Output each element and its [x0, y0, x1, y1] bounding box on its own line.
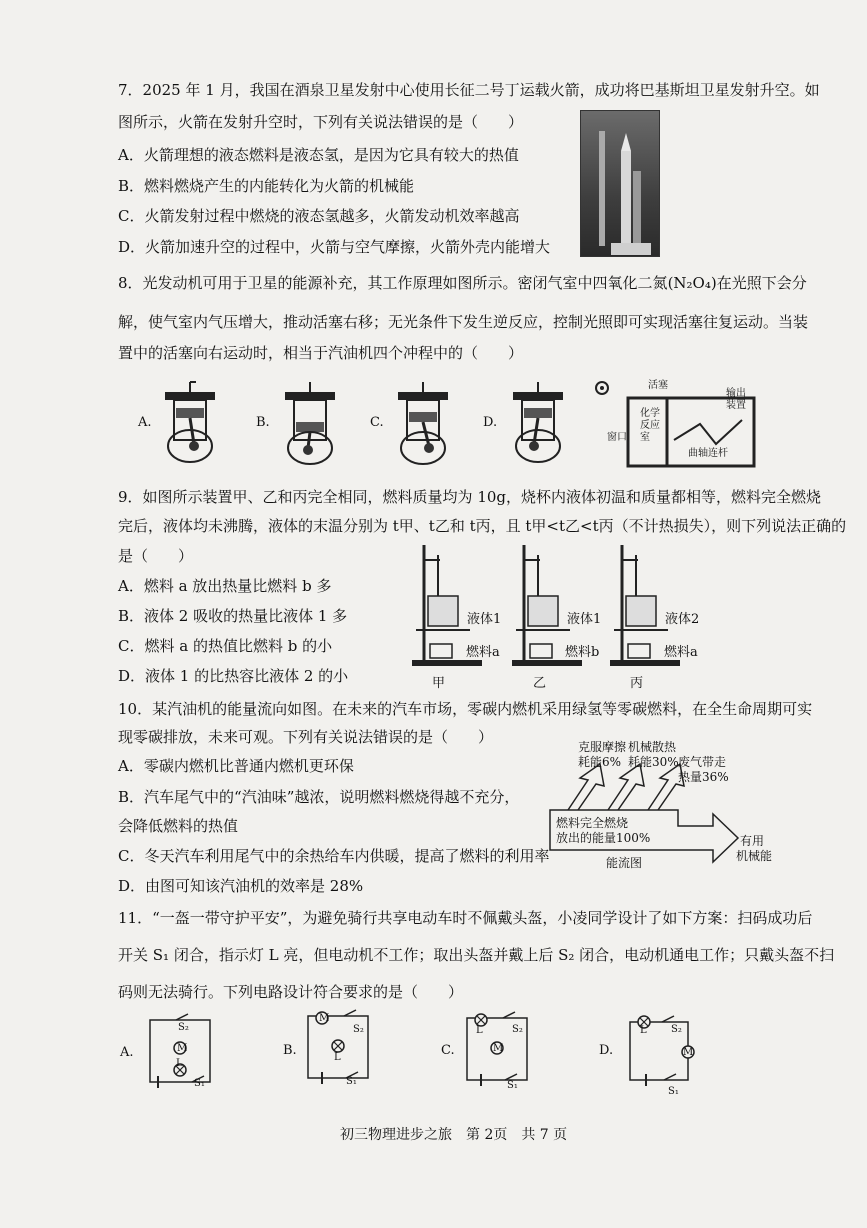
q8-choice-c: C.: [370, 415, 384, 430]
q8-line1: 8．光发动机可用于卫星的能源补充，其工作原理如图所示。密闭气室中四氧化二氮(N₂O₄)在光照下会分: [118, 274, 807, 292]
circuit-d-s1: S₁: [668, 1086, 679, 1097]
q11-choice-a: A.: [120, 1045, 134, 1060]
window-label: 窗口: [607, 432, 627, 443]
circuit-b-motor: M: [319, 1013, 330, 1024]
q10-option-c: C．冬天汽车利用尾气中的余热给车内供暖，提高了燃料的利用率: [118, 847, 550, 865]
setup-yi-name: 乙: [533, 676, 547, 691]
q9-option-a: A．燃料 a 放出热量比燃料 b 多: [118, 577, 332, 595]
q10-option-b: B．汽车尾气中的“汽油味”越浓，说明燃料燃烧得越不充分，: [118, 788, 520, 806]
q7-option-a: A．火箭理想的液态燃料是液态氢，是因为它具有较大的热值: [118, 146, 519, 164]
circuit-a-lamp: L: [176, 1058, 183, 1069]
flow-heat-title: 机械散热: [628, 740, 677, 754]
circuit-b-s1: S₁: [346, 1076, 357, 1087]
q11-line1: 11．“一盔一带守护平安”，为避免骑行共享电动车时不佩戴头盔，小凌同学设计了如下方案：扫码成功后: [118, 909, 813, 927]
q11-line2: 开关 S₁ 闭合，指示灯 L 亮，但电动机不工作；取出头盔并戴上后 S₂ 闭合，电动机通电工作；只戴头盔不扫: [118, 946, 835, 964]
q11-choice-b: B.: [283, 1043, 297, 1058]
page-footer: 初三物理进步之旅 第 2页 共 7 页: [340, 1127, 568, 1143]
chamber-label: 化学反应室: [640, 408, 660, 443]
circuit-c-lamp: L: [476, 1025, 483, 1036]
flow-friction-title: 克服摩擦: [578, 740, 627, 754]
q10-line2: 现零碳排放，未来可观。下列有关说法错误的是（ ）: [118, 728, 494, 746]
circuit-c-s2: S₂: [512, 1024, 523, 1035]
setup-bing-fuel: 燃料a: [664, 645, 698, 660]
circuit-d-motor: M: [683, 1047, 694, 1058]
circuit-d-lamp: L: [640, 1025, 647, 1036]
q8-line2: 解，使气室内气压增大，推动活塞右移；无光条件下发生逆反应，控制光照即可实现活塞往复运动。当装: [118, 313, 809, 331]
circuit-a-s2: S₂: [178, 1022, 189, 1033]
setup-jia-fuel: 燃料a: [466, 645, 500, 660]
circuit-c-s1: S₁: [507, 1080, 518, 1091]
flow-friction-value: 耗能6%: [578, 755, 622, 769]
q8-line3: 置中的活塞向右运动时，相当于汽油机四个冲程中的（ ）: [118, 344, 524, 362]
setup-bing-liquid: 液体2: [665, 612, 700, 627]
q7-line1: 7．2025 年 1 月，我国在酒泉卫星发射中心使用长征二号丁运载火箭，成功将巴基斯坦卫星发射升空。如: [118, 81, 820, 99]
q7-line2: 图所示，火箭在发射升空时，下列有关说法错误的是（ ）: [118, 113, 524, 131]
q11-line3: 码则无法骑行。下列电路设计符合要求的是（ ）: [118, 983, 464, 1001]
q7-option-d: D．火箭加速升空的过程中，火箭与空气摩擦，火箭外壳内能增大: [118, 238, 551, 256]
q10-line1: 10．某汽油机的能量流向如图。在未来的汽车市场，零碳内燃机采用绿氢等零碳燃料，在全生命周期可实: [118, 700, 813, 718]
q9-line2: 完后，液体均未沸腾，液体的末温分别为 t甲、t乙和 t丙，且 t甲<t乙<t丙（不计热损失），则下列说法正确的: [118, 517, 847, 535]
setup-yi-fuel: 燃料b: [565, 645, 600, 660]
flow-caption: 能流图: [606, 856, 643, 870]
circuit-a-s1: S₁: [194, 1078, 205, 1089]
q9-option-c: C．燃料 a 的热值比燃料 b 的小: [118, 637, 333, 655]
flow-input-value: 放出的能量100%: [556, 831, 651, 845]
flow-useful-title: 有用: [740, 834, 765, 848]
rocket-launch-photo: [580, 110, 660, 257]
q9-line3: 是（ ）: [118, 547, 194, 565]
engine-stroke-b-diagram: [280, 378, 340, 466]
q9-option-b: B．液体 2 吸收的热量比液体 1 多: [118, 607, 348, 625]
q7-option-b: B．燃料燃烧产生的内能转化为火箭的机械能: [118, 177, 415, 195]
circuit-d-s2: S₂: [671, 1024, 682, 1035]
energy-flow-diagram: [548, 760, 768, 870]
q8-formula: (N₂O₄): [667, 274, 717, 292]
circuit-b-lamp: L: [334, 1052, 341, 1063]
flow-input-title: 燃料完全燃烧: [556, 816, 629, 830]
q8-choice-d: D.: [483, 415, 498, 430]
q9-line1: 9．如图所示装置甲、乙和丙完全相同，燃料质量均为 10g，烧杯内液体初温和质量都相等，燃料完全燃烧: [118, 488, 822, 506]
engine-stroke-c-diagram: [393, 378, 453, 466]
flow-useful-value: 机械能: [736, 849, 773, 863]
flow-exhaust-value: 热量36%: [678, 770, 729, 784]
crank-label: 曲轴连杆: [688, 448, 728, 459]
setup-jia-name: 甲: [432, 676, 446, 691]
setup-yi-liquid: 液体1: [567, 612, 602, 627]
flow-exhaust-title: 废气带走: [678, 755, 727, 769]
setup-jia-liquid: 液体1: [467, 612, 502, 627]
q11-choice-c: C.: [441, 1043, 455, 1058]
q10-option-b-cont: 会降低燃料的热值: [118, 817, 239, 835]
circuit-c-motor: M: [493, 1043, 504, 1054]
q10-option-d: D．由图可知该汽油机的效率是 28%: [118, 877, 364, 895]
piston-label: 活塞: [648, 380, 668, 391]
engine-stroke-d-diagram: [508, 378, 568, 466]
q8-choice-b: B.: [256, 415, 270, 430]
circuit-b-s2: S₂: [353, 1024, 364, 1035]
output-label: 输出装置: [726, 388, 746, 411]
flow-heat-value: 耗能30%: [628, 755, 679, 769]
q8-choice-a: A.: [138, 415, 152, 430]
q10-option-a: A．零碳内燃机比普通内燃机更环保: [118, 757, 354, 775]
q9-option-d: D．液体 1 的比热容比液体 2 的小: [118, 667, 349, 685]
engine-stroke-a-diagram: [160, 378, 220, 466]
q11-choice-d: D.: [599, 1043, 614, 1058]
circuit-a-motor: M: [177, 1043, 188, 1054]
setup-bing-name: 丙: [630, 676, 644, 691]
q7-option-c: C．火箭发射过程中燃烧的液态氢越多，火箭发动机效率越高: [118, 207, 520, 225]
